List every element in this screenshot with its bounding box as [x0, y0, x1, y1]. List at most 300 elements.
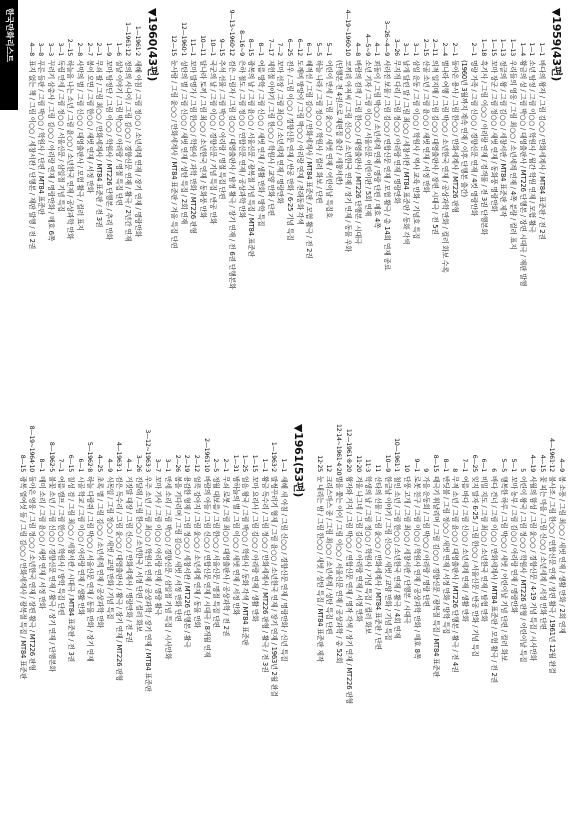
- entry-date: 5—5: [499, 458, 507, 472]
- section-1960-continued: [314, 424, 566, 828]
- column-left: [22, 8, 564, 406]
- list-item: [123, 8, 133, 406]
- entry-date: 1—15: [489, 38, 497, 56]
- section-heading-1961: ▼1961(53편): [292, 424, 306, 498]
- entry-text: 철인 소년 / 그림 한○○ / 소년한국 연재 / 활극 / 4회 연재: [393, 476, 402, 639]
- list-item: [133, 424, 143, 828]
- list-item: [65, 424, 75, 828]
- entry-date: 10: [403, 464, 410, 472]
- entry-text: 돌아온 영웅 / 그림 정○○ / 소년한국 연재 / 장편 활극 / MT226 판형: [28, 476, 37, 671]
- list-item: [498, 8, 508, 406]
- entry-text: 얼음 왕국 / 그림 박○○ / 학원사 / 동화 각색 / MT84 표준판: [241, 476, 250, 646]
- list-item: [352, 8, 362, 406]
- entry-text: 매미 소리 / 그림 윤○○ / 새벗 연재 / 서정 만화: [37, 476, 46, 609]
- entry-date: 3—8: [37, 42, 45, 56]
- list-item: [246, 8, 256, 406]
- list-item: [353, 424, 363, 828]
- list-item: [469, 424, 479, 828]
- entry-date: 3—1: [56, 42, 64, 56]
- entry-date: 1—1961·2: [134, 25, 142, 56]
- entry-date: [333, 8, 343, 60]
- list-item: [410, 8, 420, 406]
- entry-date: 7—17: [266, 38, 274, 56]
- entry-text: 크리스마스 종 / 그림 최○○ / 소년세계 / 성탄 특집 단편: [325, 476, 334, 635]
- entry-text: 검은 그림자 / 그림 김○○ / 대영출판사 / 탐정 활극 / 장기 연재 / 전 6권 단행본화: [228, 60, 236, 290]
- entry-date: 5—5: [315, 42, 323, 56]
- entry-date: 3—12~1963·3: [144, 429, 152, 472]
- list-item: [439, 8, 449, 406]
- list-item: [85, 424, 95, 828]
- list-item: [507, 8, 517, 406]
- list-item: [113, 8, 123, 406]
- list-item: [94, 424, 104, 828]
- entry-date: 1—1: [528, 42, 536, 56]
- entry-text: 정월 대보름 / 그림 한○○ / 서울신문 / 명절 특집 단편: [212, 476, 221, 628]
- entry-date: 3—3: [47, 42, 54, 56]
- section-heading-1959: ▼1959(43편): [550, 8, 563, 82]
- list-item: [430, 424, 440, 828]
- entry-text: 삼일 운동 / 그림 이○○ / 학원사 / 역사 교육 만화 / 기념호 특집: [412, 60, 421, 239]
- list-item: [391, 8, 401, 406]
- list-item: [197, 8, 207, 406]
- entry-text: 무지개 다리 / 그림 정○○ / 아리랑 연재 / 명랑만화: [392, 60, 401, 204]
- entry-date: 10—11: [198, 35, 206, 56]
- entry-list-1960-continued: [314, 424, 566, 828]
- entry-date: 2—7: [85, 42, 93, 56]
- entry-text: 식목일 / 그림 정○○ / 새벗 / 교양 만화 / 기념 특집: [105, 476, 114, 620]
- list-item: [314, 8, 324, 406]
- list-item: [478, 8, 488, 406]
- list-item: [56, 424, 66, 828]
- entry-date: 1—18: [479, 38, 487, 56]
- entry-text: 소년 탐정 / 그림 이○○ / 학원사 / 월간 학원 연재 / 모험 활극: [528, 60, 537, 233]
- entry-text: 만세 소리 / 그림 박○○ / 경향신문 / 삼일절 기념 특집 / 시사만화: [163, 476, 172, 660]
- entry-text: 사막의 별 / 그림 신○○ / 대영출판사 / 모험 활극 / 컬러 표지: [76, 60, 85, 231]
- list-item: [401, 424, 411, 828]
- entry-date: 2—19: [183, 454, 191, 472]
- list-item: [479, 424, 489, 828]
- entry-date: 1—9: [105, 42, 113, 56]
- entry-text: 우리들의 영웅 / 그림 최○○ / 소년세계 연재 / 4쪽 분량 / 컬러 표지: [508, 60, 517, 250]
- list-item: [450, 424, 460, 828]
- entry-text: 제헌절 이야기 / 그림 한○○ / 학원사 / 교양 만화 / 단편: [266, 60, 275, 216]
- entry-date: 2—1: [95, 42, 103, 56]
- list-item: [323, 8, 333, 406]
- entry-text: 하늘을 나는 소년 / 그림 윤○○ / 소년한국 연재 / 공상과학 만화: [66, 60, 75, 240]
- entry-text: 꼬마 선장 / 그림 최○○ / 소년세계 연재 / 명랑만화: [276, 60, 285, 204]
- entry-date: 3—7: [154, 458, 162, 472]
- entry-date: 6—1: [480, 458, 488, 472]
- entry-text: 말썽꾸러기 형제 / 그림 윤○○ / 소년한국 연재 / 장기 연재 / 1963년 2월 완결: [270, 476, 279, 697]
- entry-date: 1—1961·12: [124, 22, 132, 56]
- entry-text: 도깨비 방망이 / 그림 박○○ / 아리랑 연재 / 전래동화 각색: [295, 60, 304, 225]
- list-item: [265, 8, 275, 406]
- entry-text: 표지 없는 책 / 그림 이○○ / 세창서관 / 단행본 / 재판 발행 / 전 2권: [27, 60, 36, 250]
- entry-date: 10—1: [208, 38, 216, 56]
- entry-text: 단풍 고개 / 그림 최○○ / 세창서관 / 단행본 / 시대극: [403, 476, 411, 624]
- list-item: [211, 424, 221, 828]
- entry-date: 7—1: [461, 458, 469, 472]
- entry-text: 태극기 휘날리며 / 그림 김○○ / 경향신문 / 광복절 특집 / MT84 표준판: [432, 476, 441, 678]
- entry-date: 2—8: [76, 42, 84, 56]
- list-item: [401, 8, 411, 406]
- entry-date: 8—19~1964·10: [28, 425, 36, 472]
- list-item: [489, 424, 499, 828]
- entry-text: 우주 소년 / 그림 최○○ / 학원사 연재 / 공상과학 / 장기 연재 / MT84 표준판: [144, 476, 153, 692]
- list-item: [217, 8, 227, 406]
- entry-date: 1—31: [231, 454, 239, 472]
- entry-text: 꾀돌이 / 그림 박○○ / 소년세계 연재 / 명랑 단편 / 매호 4쪽: [373, 60, 382, 229]
- entry-date: 4—5~9: [363, 33, 371, 56]
- entry-date: 12—1961·8·20: [344, 428, 352, 472]
- entry-text: 꾸러기 삼총사 / 그림 김○○ / 아리랑 연재 / 명랑만화 / 매호 6쪽: [47, 60, 55, 242]
- entry-date: 1—25: [241, 454, 249, 472]
- entry-text: 바다의 왕자 / 그림 김○○ / 만화세계사 / MT84 표준판 / 전 2권: [538, 60, 546, 240]
- entry-text: 꽃 피는 마을 / 그림 신○○ / 소년세계 / 서정 만화 단편: [538, 476, 547, 630]
- entry-text: 초록 별 / 그림 김○○ / 소년세계 연재 / 공상과학 만화: [96, 476, 105, 628]
- entry-text: (단행본 전 4권으로 재편집 출간 / 세창서관): [334, 60, 343, 185]
- entry-text: 로봇 친구 / 그림 이○○ / 학원사 연재 / 공상과학 만화 / 매호 8쪽: [412, 476, 421, 660]
- entry-text: 꼬마 농부 / 그림 김○○ / 아리랑 연재 / 명랑만화: [509, 476, 518, 614]
- list-item: [314, 424, 324, 828]
- entry-date: 1—15: [251, 454, 259, 472]
- entry-date: 9—13~1960·12: [228, 9, 235, 56]
- entry-text: 산골 소년 / 그림 윤○○ / 새벗 연재 / 서정 만화: [421, 60, 430, 193]
- entry-date: 8—1: [37, 458, 45, 472]
- entry-date: 12: [325, 464, 333, 472]
- list-item: [55, 8, 65, 406]
- list-item: [430, 8, 440, 406]
- entry-text: 검은 독수리 / 그림 윤○○ / 대영출판사 / 활극 / 장기 연재 / MT226 판형: [115, 476, 124, 682]
- entry-date: 9—15: [218, 38, 226, 56]
- entry-date: 6—1: [305, 42, 313, 56]
- entry-date: 4—9: [558, 458, 565, 472]
- list-item: [343, 8, 353, 406]
- list-item: [201, 424, 211, 828]
- entry-date: 2—15: [66, 38, 74, 56]
- entry-text: 겨울 나그네 / 그림 김○○ / 아리랑 연재 / 서정 만화: [354, 476, 363, 622]
- list-item: [372, 424, 382, 828]
- entry-date: 9: [422, 468, 430, 472]
- entry-text: 무쇠 로봇 / 그림 최○○ / 대영출판사 / 공상과학 / 전 2권: [222, 476, 230, 637]
- entry-date: 2—26: [173, 454, 181, 472]
- entry-text: 시골 학교 / 그림 이○○ / 아리랑 연재 / 생활 만화: [76, 476, 85, 616]
- entry-text: 돌아온 용사 / 그림 한○○ / 만화세계사 / MT226 판형: [450, 60, 459, 213]
- entry-date: 4—8: [27, 42, 35, 56]
- list-item: [153, 424, 163, 828]
- entry-text: 봄이 오면 / 그림 한○○ / 새벗 연재 / 서정 만화: [85, 60, 94, 193]
- entry-date: 11·3: [364, 459, 372, 472]
- list-item: [527, 8, 537, 406]
- entry-text: 국군의 날 / 그림 이○○ / 경향신문 / 기념 특집 / 반공 만화: [208, 60, 217, 225]
- entry-date: 6—15: [67, 454, 74, 472]
- entry-text: 바다 건너 / 그림 이○○ / 만화세계사 / MT84 표준판 / 모험 활극 / 전 2권: [490, 476, 499, 683]
- entry-text: 새해 아침 / 그림 정○○ / 소년세계 연재 / 장기 연재 / 명랑만화: [134, 60, 143, 238]
- entry-text: 전우 / 그림 이○○ / 경향신문 연재 / 반공 만화 / 6·25 기념 특집: [286, 60, 295, 241]
- entry-list-1959: [168, 8, 546, 406]
- entry-date: 5—1: [509, 458, 517, 472]
- entry-date: 4—19~1960·10: [344, 9, 352, 56]
- entry-text: 별나라 여행 / 그림 박○○ / 소년한국 연재 / 공상과학 만화 / 컬러 화보 수록: [441, 60, 450, 273]
- entry-text: 잊지 말자 6·25 / 그림 한○○ / 서울신문 / 반공 만화 / 기념 특집: [470, 476, 479, 657]
- entry-text: 밤하늘의 별 / 그림 이○○ / 새벗 연재 / 서정 만화: [231, 476, 240, 616]
- list-item: [488, 8, 498, 406]
- list-item: [537, 424, 547, 828]
- list-item: [65, 8, 75, 406]
- entry-date: 2—1961·10: [202, 438, 210, 472]
- entry-date: 3—26: [134, 454, 142, 472]
- entry-text: 꼬마 발명가 / 그림 한○○ / 학원사 / 과학 만화 / MT226 판형: [189, 60, 198, 234]
- list-item: [230, 424, 240, 828]
- list-item: [123, 424, 133, 828]
- list-item: [162, 424, 172, 828]
- entry-text: 꼬마 탐정단 / 그림 이○○ / 학원사 / MT226 단행본 / 추리 만화: [105, 60, 114, 240]
- entry-text: 봄을 기다리며 / 그림 김○○ / 새벗 / 서정 만화 단편: [173, 476, 182, 622]
- column-right: [10, 424, 566, 828]
- entry-text: 바람의 아들 / 그림 신○○ / 연합신문 연재 / 시대극 / 8개월 연재: [202, 476, 211, 658]
- entry-text: 가을 운동회 / 그림 박○○ / 아리랑 / 명랑 단편: [422, 476, 431, 607]
- entry-text: 한글날 이야기 / 그림 신○○ / 새벗 / 교양 만화 / 기념 특집: [383, 476, 392, 641]
- entry-date: 2—1: [450, 42, 458, 56]
- list-item: [36, 8, 46, 406]
- entry-date: 5: [519, 468, 527, 472]
- list-item: [188, 8, 198, 406]
- entry-date: 10—1961·1: [393, 438, 401, 472]
- entry-date: 8: [451, 468, 459, 472]
- list-item: [269, 424, 279, 828]
- entry-text: 황금 독수리 / 그림 정○○ / 만화세계사 / MT226 판형 / 활극 / 전 3권: [260, 476, 269, 673]
- entry-text: 눈 내리는 밤 / 그림 한○○ / 새벗 / 성탄 특집 / MT84 표준판 제작: [315, 476, 324, 663]
- entry-text: 칠성 검 / 그림 최○○ / 세창서관 / 시대극 / MT84 표준판 / 전 3권: [67, 476, 75, 662]
- list-item: [74, 8, 84, 406]
- list-item: [103, 8, 113, 406]
- entry-date: 12·25: [315, 455, 323, 472]
- list-item: [143, 424, 153, 828]
- entry-text: 소년 기자 / 그림 이○○ / 서울신문 어린이판 / 5회 연재: [363, 60, 372, 217]
- entry-date: 4—25: [96, 454, 104, 472]
- entry-date: [459, 8, 469, 60]
- entry-date: 2—5: [212, 458, 220, 472]
- entry-date: 3—26~4—9: [383, 20, 390, 56]
- section-1961: [17, 424, 306, 828]
- entry-date: 1—1963·2: [270, 441, 278, 472]
- section-1959: [168, 8, 564, 406]
- entry-text: 꼬마 기사 / 그림 이○○ / 아리랑 연재 / 명랑 활극: [154, 476, 163, 616]
- list-item: [421, 424, 431, 828]
- entry-text: 진달래 / 그림 한○○ / 소년한국 / 서정 단편 / 컬러 화보: [134, 476, 143, 632]
- list-item: [255, 8, 265, 406]
- entry-text: 어린이 왕국 / 그림 정○○ / 학원사 / MT226 판형 / 어린이날 특집: [519, 476, 528, 663]
- entry-text: 여름 바다 / 그림 신○○ / 소년세계 연재 / 생활 만화: [461, 476, 470, 622]
- entry-text: 비밀 지도 / 그림 최○○ / 소년한국 연재 / 탐험 만화: [480, 476, 489, 622]
- entry-date: 5—1962·8: [86, 441, 94, 472]
- entry-text: 사라진 보물 / 그림 김○○ / 연합신문 연재 / 모험 활극 / 총 14회 연재 종료: [383, 60, 391, 271]
- list-item: [459, 424, 469, 828]
- entry-date: 7—2: [276, 42, 284, 56]
- entry-text: 은하 철도 / 그림 정○○ / 연합신문 연재 / 공상과학 만화: [237, 60, 246, 219]
- entry-date: 1—1: [260, 458, 268, 472]
- list-item: [236, 8, 246, 406]
- list-item: [75, 424, 85, 828]
- entry-date: 8—1: [441, 458, 449, 472]
- entry-text: 흑기사 / 그림 이○○ / 아리랑 연재 / 검객물 / 전 3권 단행본화: [479, 60, 488, 235]
- entry-text: 광복 열여섯 돌 / 그림 김○○ / 만화세계사 / 광복절 특집 / MT84 표준판: [18, 476, 27, 680]
- entry-date: 4—1961·12: [548, 438, 556, 472]
- list-item: [362, 8, 372, 406]
- entry-date: 11·20: [354, 455, 362, 472]
- chapter-tab: 한국만화리스트: [0, 0, 18, 110]
- entry-date: 8—1962·5: [47, 441, 55, 472]
- list-item: [392, 424, 402, 828]
- list-item: [207, 8, 217, 406]
- entry-text: 하늘 다람쥐 / 그림 박○○ / 서울신문 연재 / 동물 만화 / 장기 연재: [86, 476, 95, 662]
- list-item: [133, 8, 143, 406]
- list-item: [46, 424, 56, 828]
- list-item: [527, 424, 537, 828]
- entry-date: 11: [373, 464, 381, 472]
- entry-text: 사월의 함성 / 그림 윤○○ / 경향신문 / 4·19 기념 특집 / 시사만화: [528, 476, 537, 661]
- entry-date: 2—4: [441, 42, 449, 56]
- entry-text: 푸른 들판 / 그림 박○○ / 학원사 / 단편 / MT84 표준판: [37, 60, 46, 215]
- entry-date: 9—1: [412, 458, 420, 472]
- entry-date: 6—1: [76, 458, 84, 472]
- entry-date: 1—1: [280, 458, 288, 472]
- entry-text: 코끼리 아저씨 / 그림 신○○ / 소년한국 연재 / 장기 연재 / 동물 우화: [344, 60, 353, 252]
- entry-text: 무쇠 팔 / 그림 최○○ / 만화세계사 / MT84 표준판 / 전 3권: [95, 60, 104, 228]
- entry-text: 황금의 성 / 그림 박○○ / 대영출판사 / MT226 단행본 / 장편 시대극 / 재판 발행: [518, 60, 527, 287]
- list-item: [284, 8, 294, 406]
- entry-date: 1—1: [538, 42, 545, 56]
- entry-text: 어린이 만세 / 그림 윤○○ / 새벗 연재 / 어린이날 특집호: [324, 60, 333, 219]
- list-item: [220, 424, 230, 828]
- section-1960: [26, 8, 160, 406]
- entry-text: 바람의 검객 / 그림 한○○ / 대영출판사 / MT226 단행본 / 시대극: [353, 60, 362, 245]
- list-item: [45, 8, 55, 406]
- entry-text: 달나라 토끼 / 그림 최○○ / 소년한국 연재 / 동화풍 만화: [198, 60, 207, 219]
- list-item: [518, 424, 528, 828]
- list-item: [449, 8, 459, 406]
- entry-date: 4—1963·1: [115, 441, 123, 472]
- list-item: [294, 8, 304, 406]
- list-item: [381, 8, 391, 406]
- entry-date: 12·14~1961·4·20: [335, 424, 343, 476]
- entry-text: 해적선 / 그림 김○○ / 만화세계사 / MT84 표준판 / 모험 활극 / 전 2권: [305, 60, 314, 259]
- list-item: [517, 8, 527, 406]
- entry-date: 11—1: [189, 38, 197, 56]
- entry-date: 2—1: [222, 458, 229, 472]
- list-item: [333, 8, 343, 406]
- entry-date: 3—26: [392, 38, 400, 56]
- entry-date: 6—25: [286, 38, 294, 56]
- entry-date: 6: [490, 468, 498, 472]
- list-item: [459, 8, 469, 406]
- entry-text: 산타의 선물 / 그림 윤○○ / 만화세계사 / MT84 표준판 / 단편: [373, 476, 382, 650]
- entry-date: 1—13: [508, 38, 516, 56]
- entry-date: 4—15: [538, 454, 546, 472]
- list-item: [324, 424, 334, 828]
- entry-text: 학생의 날 / 그림 정○○ / 학원사 / 기념 특집 / 컬러 화보: [364, 476, 373, 634]
- entry-list-1961: [17, 424, 288, 828]
- entry-text: 의적 일지매 / 그림 김○○ / 대영출판사 / 장편 시대극 / 전 5권: [431, 60, 440, 235]
- entry-text: 하늘 나라 / 그림 정○○ / 학원사 / 컬러 화보 / 단편: [315, 60, 324, 204]
- entry-date: 12—1960·1: [179, 22, 187, 56]
- entry-text: 정의의 사나이 / 그림 김○○ / 경향신문 연재 / 활극 / 2년간 연재: [124, 60, 133, 242]
- entry-date: 2—15: [421, 38, 429, 56]
- entry-text: 용감한 형제 / 그림 정○○ / 세창서관 / MT226 단행본 / 활극: [183, 476, 192, 648]
- entry-date: 4—1: [373, 42, 381, 56]
- entry-text: 광복의 날 / 그림 윤○○ / 서울신문 / 광복절 기념 특집 / MT84 표준판: [247, 60, 256, 257]
- list-item: [17, 424, 27, 828]
- entry-date: 7—1: [57, 458, 65, 472]
- entry-date: 3—1: [163, 458, 171, 472]
- entry-text: 왕자와 거지 / 그림 박○○ / 연합신문 연재 / 명작 각색 / 장기 연재 / MT226 판형: [344, 476, 353, 705]
- entry-text: 여름 캠프 / 그림 한○○ / 학원사 / 방학 특집 단편: [57, 476, 66, 616]
- list-item: [343, 424, 353, 828]
- list-item: [420, 8, 430, 406]
- entry-text: 설날 이야기 / 그림 박○○ / 아리랑 / 명절 특집 단편: [114, 60, 123, 206]
- entry-text: 날개 달린 말 / 그림 최○○ / 세창서관 / MT84 표준판 / 동화 각색: [402, 60, 411, 245]
- entry-text: 눈사람 / 그림 윤○○ / 만화세계사 / MT84 표준판 / 겨울 특집 단편: [169, 60, 178, 249]
- entry-text: 무적 소년 / 그림 윤○○ / 대영출판사 / MT226 단행본 / 활극 / 전 4권: [451, 476, 460, 673]
- list-item: [547, 424, 557, 828]
- list-item: [259, 424, 269, 828]
- list-item: [240, 424, 250, 828]
- entry-date: 4—8: [353, 42, 361, 56]
- entry-text: 명랑 가족 / 그림 신○○ / 경향신문 연재 / 4컷 명랑만화: [470, 60, 479, 217]
- list-item: [104, 424, 114, 828]
- list-item: [26, 8, 36, 406]
- entry-date: 4—19: [528, 454, 536, 472]
- entry-date: 6—25: [470, 454, 478, 472]
- entry-date: 2—1: [470, 42, 478, 56]
- list-item: [304, 8, 314, 406]
- list-item: [556, 424, 566, 828]
- list-item: [508, 424, 518, 828]
- list-item: [168, 8, 178, 406]
- entry-date: 8—15: [247, 38, 255, 56]
- list-item: [172, 424, 182, 828]
- entry-text: 불꽃 소년 / 그림 신○○ / 경향신문 연재 / 활극 / 장기 연재 / 단행본화: [47, 476, 56, 672]
- entry-text: 봄 소풍 / 그림 최○○ / 새벗 연재 / 생활 만화 / 2회 연재: [558, 476, 566, 634]
- entry-date: 4—9: [105, 458, 113, 472]
- entry-date: 12—15: [169, 35, 177, 56]
- entry-date: 2—11: [431, 38, 439, 56]
- entry-text: 반딧불 / 그림 정○○ / 새벗 연재 / 서정 만화 / 방학 특집: [441, 476, 450, 634]
- entry-text: 여름 방학 / 그림 신○○ / 새벗 연재 / 생활 만화 / 방학 특집: [257, 60, 266, 227]
- entry-date: 8—15: [432, 454, 440, 472]
- list-item: [363, 424, 373, 828]
- entry-text: 새해 새 아침 / 그림 신○○ / 경향신문 연재 / 명랑만화 / 신년 특집: [280, 476, 289, 662]
- list-item: [469, 8, 479, 406]
- list-item: [275, 8, 285, 406]
- entry-text: 추석 선물 / 그림 박○○ / 아리랑 / 명절 특집 단편: [218, 60, 227, 200]
- list-item: [411, 424, 421, 828]
- entry-text: 거짓말 대장 / 그림 신○○ / 만화세계사 / 명랑만화 / 전 2권: [125, 476, 134, 643]
- list-item: [36, 424, 46, 828]
- list-item: [334, 424, 344, 828]
- entry-text: (1960년 3월까지 계속 연재 / 이후 단행본 출간): [460, 60, 469, 197]
- entry-text: 꼬마 요리사 / 그림 김○○ / 아리랑 연재 / 생활 만화: [251, 476, 260, 622]
- list-item: [226, 8, 236, 406]
- entry-list-1960: [26, 8, 142, 406]
- list-item: [440, 424, 450, 828]
- entry-date: 3—1: [412, 42, 420, 56]
- list-item: [94, 8, 104, 406]
- entry-date: 4—1: [125, 458, 133, 472]
- entry-text: 꼬마 장군 / 그림 정○○ / 새벗 연재 / 동화풍 명랑만화: [489, 60, 498, 212]
- list-item: [249, 424, 259, 828]
- entry-text: 얼룩 강아지 / 그림 윤○○ / 소년세계 연재 / 동물 만화: [192, 476, 201, 628]
